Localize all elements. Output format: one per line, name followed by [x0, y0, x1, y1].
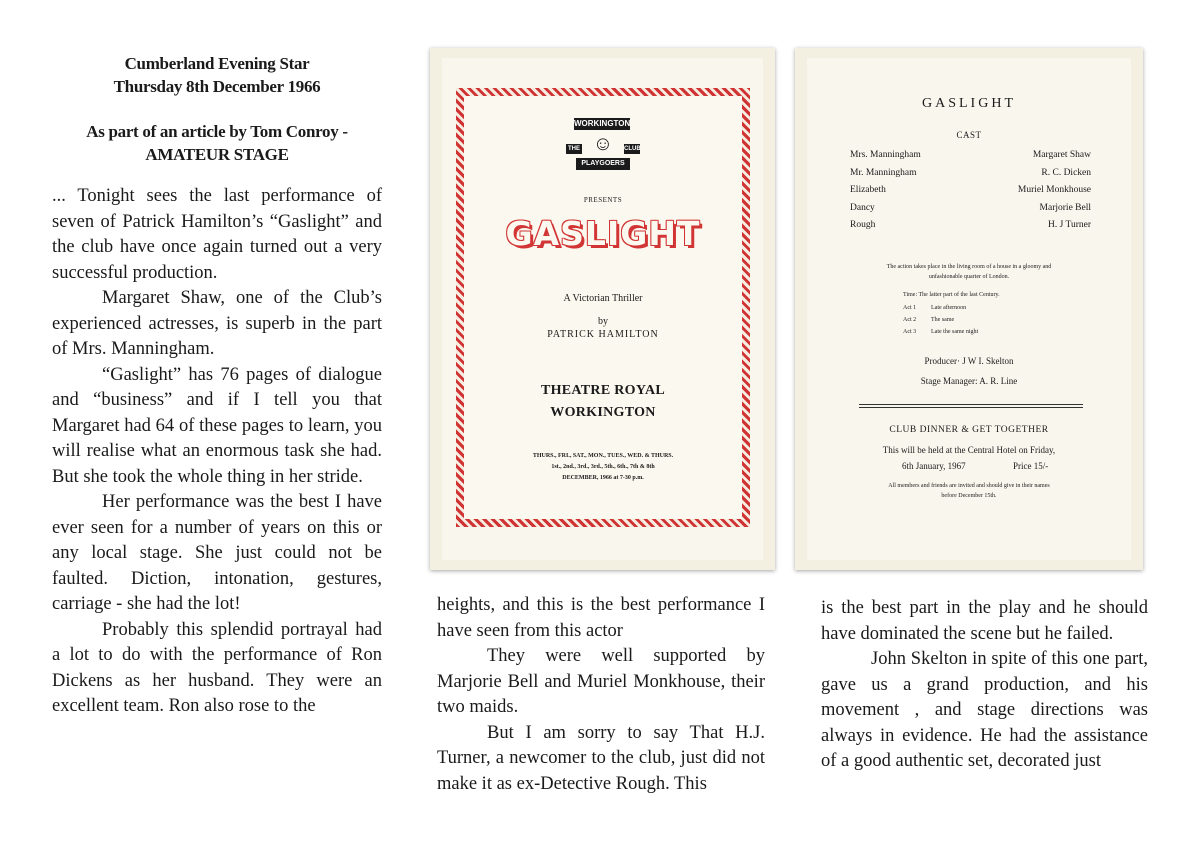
logo-text-left: THE: [568, 146, 580, 152]
dinner-note: [867, 481, 1071, 501]
paragraph: is the best part in the play and he should have dominated the scene but he failed.: [821, 598, 1148, 644]
paragraph: John Skelton in spite of this one part, gave us a grand production, and his movement , and stage directions was always in evidence. He had the assistance of a good authentic set, decorated just: [821, 649, 1148, 771]
act-desc: Late afternoon: [931, 305, 967, 311]
paragraph: Margaret Shaw, one of the Club’s experienced actresses, is superb in the part of Mrs. Manningham.: [52, 288, 382, 359]
setting-line-1: The action takes place in the living room of a house in a gloomy and: [886, 264, 1052, 270]
act-desc: Late the same night: [931, 329, 979, 335]
logo-text-right: CLUB: [624, 146, 641, 152]
setting-line-2: unfashionable quarter of London.: [928, 274, 1010, 280]
cast-row: [850, 150, 1091, 168]
article-body-1: [52, 184, 382, 720]
paragraph: ... Tonight sees the last performance of seven of Patrick Hamilton’s “Gaslight” and the club have once again turned out a very successful production.: [52, 186, 382, 283]
programme-cover-photo: [430, 48, 775, 570]
venue: [464, 380, 742, 424]
cast-actor: Marjorie Bell: [1039, 202, 1091, 213]
paragraph: But I am sorry to say That H.J. Turner, a newcomer to the club, just did not make it as ex-Detective Rough. This: [437, 722, 765, 794]
author-name: PATRICK HAMILTON: [547, 329, 659, 340]
double-rule-divider: [859, 404, 1083, 408]
act-number: Act 1: [903, 305, 917, 311]
programme-sheet: [807, 58, 1131, 560]
paragraph: Probably this splendid portrayal had a lot to do with the performance of Ron Dickens as her husband. They were an excellent team. Ron also rose to the: [52, 619, 382, 716]
article-intro: As part of an article by Tom Conroy -: [86, 122, 348, 141]
dates-line-1: THURS., FRI., SAT., MON., TUES., WED. & THURS.: [532, 453, 674, 459]
theatre-masks-icon: ☺: [592, 133, 614, 155]
section-title: AMATEUR STAGE: [145, 145, 289, 164]
producer-credit: Producer· J W I. Skelton: [924, 356, 1014, 366]
play-title: GASLIGHT: [505, 214, 701, 253]
venue-line-2: WORKINGTON: [550, 405, 656, 420]
performance-dates: [464, 451, 742, 484]
act-desc: The same: [931, 317, 955, 323]
cast-role: Dancy: [850, 202, 875, 213]
stage-manager-credit: Stage Manager: A. R. Line: [920, 376, 1018, 386]
act-row: [903, 305, 978, 317]
dinner-date: 6th January, 1967: [902, 461, 966, 471]
act-row: [903, 329, 978, 341]
newspaper-name: Cumberland Evening Star: [124, 54, 310, 73]
article-column-3: [821, 596, 1148, 775]
article-column-2: [437, 593, 765, 797]
paragraph: Her performance was the best I have ever seen for a number of years on this or any local stage. She just could not be faulted. Diction, intonation, gestures, carriage - she had the lot!: [52, 492, 382, 614]
article-column-1: [52, 52, 382, 720]
red-patterned-border: [456, 88, 750, 527]
act-row: [903, 317, 978, 329]
time-setting: Time: The latter part of the last Century.: [903, 292, 1000, 298]
cast-actor: H. J Turner: [1047, 220, 1091, 230]
cover-content: [464, 96, 742, 519]
programme-cast-photo: [795, 48, 1143, 570]
venue-line-1: THEATRE ROYAL: [540, 383, 666, 398]
dinner-price: Price 15/-: [1013, 461, 1049, 471]
act-number: Act 2: [903, 317, 917, 323]
cast-actor: Margaret Shaw: [1032, 150, 1091, 160]
cast-row: [850, 203, 1091, 221]
cast-role: Mrs. Manningham: [850, 150, 921, 160]
dates-line-3: DECEMBER, 1966 at 7-30 p.m.: [562, 475, 644, 481]
cast-actor: R. C. Dicken: [1041, 167, 1091, 178]
presents-text: PRESENTS: [583, 196, 623, 204]
note-line-2: before December 15th.: [941, 493, 997, 499]
playgoers-club-logo: [566, 118, 640, 180]
cast-role: Mr. Manningham: [850, 167, 917, 178]
acts-list: [903, 305, 978, 341]
dates-line-2: 1st., 2nd., 3rd., 3rd., 5th., 6th., 7th & 8th: [551, 464, 655, 470]
paragraph: heights, and this is the best performance I have seen from this actor: [437, 595, 765, 641]
cast-row: [850, 185, 1091, 203]
cast-role: Elizabeth: [850, 185, 886, 195]
logo-text-top: WORKINGTON: [574, 119, 631, 128]
article-date: Thursday 8th December 1966: [113, 77, 321, 96]
dinner-venue: This will be held at the Central Hotel on Friday,: [882, 445, 1056, 455]
by-text: by: [598, 316, 608, 327]
cast-role: Rough: [850, 220, 876, 230]
logo-text-bottom: PLAYGOERS: [576, 158, 630, 170]
setting-description: [867, 262, 1071, 282]
dinner-heading: CLUB DINNER & GET TOGETHER: [889, 425, 1049, 435]
cast-heading: CAST: [956, 130, 982, 140]
programme-sheet: [442, 58, 763, 560]
paragraph: They were well supported by Marjorie Bell and Muriel Monkhouse, their two maids.: [437, 646, 765, 717]
act-number: Act 3: [903, 329, 917, 335]
note-line-1: All members and friends are invited and should give in their names: [888, 483, 1050, 489]
play-subtitle: A Victorian Thriller: [563, 293, 643, 304]
paragraph: “Gaslight” has 76 pages of dialogue and “business” and if I tell you that Margaret had 64 of these pages to learn, you will realise what an enormous task she had. But she took the whole thing in her stride.: [52, 364, 382, 487]
cast-row: [850, 220, 1091, 238]
cast-page-title: GASLIGHT: [922, 96, 1016, 111]
cast-list: [850, 150, 1091, 238]
cast-actor: Muriel Monkhouse: [1017, 185, 1091, 195]
cast-row: [850, 168, 1091, 186]
